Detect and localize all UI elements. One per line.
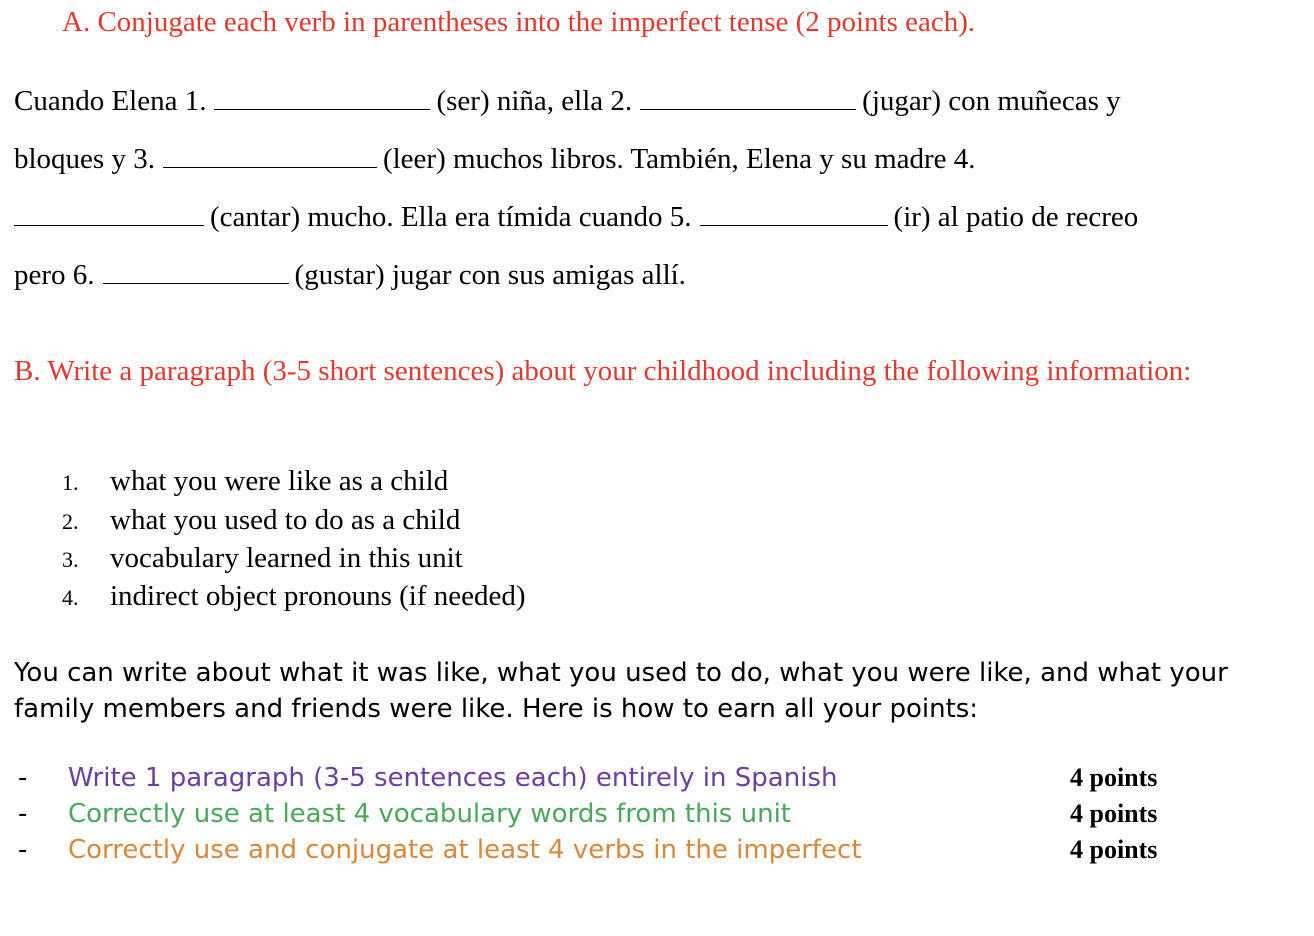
cloze-line-4	[14, 257, 686, 292]
answer-blank-2[interactable]	[640, 83, 856, 110]
list-item	[62, 504, 460, 537]
dash-bullet: -	[18, 835, 28, 865]
cloze-text: (cantar) mucho. Ella era tímida cuando 5.	[210, 201, 692, 233]
answer-blank-1[interactable]	[214, 83, 430, 110]
rubric-criterion: Correctly use at least 4 vocabulary words from this unit	[68, 799, 791, 829]
cloze-text: pero 6.	[14, 259, 95, 291]
cloze-text: Cuando Elena 1.	[14, 85, 207, 117]
cloze-line-1	[14, 83, 1121, 118]
cloze-line-2	[14, 141, 976, 176]
rubric-row-vocabulary	[18, 799, 791, 829]
answer-blank-4[interactable]	[14, 199, 204, 226]
list-number: 4.	[62, 585, 79, 610]
rubric-row-spanish-paragraph	[18, 763, 837, 793]
list-item	[62, 542, 463, 575]
rubric-points: 4 points	[1070, 763, 1158, 792]
list-number: 3.	[62, 547, 79, 572]
list-number: 2.	[62, 509, 79, 534]
rubric-points: 4 points	[1070, 835, 1158, 864]
cloze-text: (leer) muchos libros. También, Elena y su madre 4.	[382, 143, 976, 175]
answer-blank-3[interactable]	[163, 141, 377, 168]
answer-blank-5[interactable]	[700, 199, 888, 226]
cloze-text: (jugar) con muñecas y	[862, 85, 1121, 117]
instructions-paragraph: You can write about what it was like, what you used to do, what you were like, and what your family members and friends were like. Here is how to earn all your points:	[14, 658, 1228, 724]
section-b-heading: B. Write a paragraph (3-5 short sentences) about your childhood including the following information:	[14, 355, 1192, 387]
cloze-text: (gustar) jugar con sus amigas allí.	[294, 259, 686, 291]
list-item-text: what you were like as a child	[110, 465, 449, 497]
rubric-criterion: Correctly use and conjugate at least 4 verbs in the imperfect	[68, 835, 862, 865]
list-item	[62, 465, 448, 498]
cloze-line-3	[14, 199, 1138, 234]
answer-blank-6[interactable]	[103, 257, 289, 284]
dash-bullet: -	[18, 799, 28, 829]
cloze-text: bloques y 3.	[14, 143, 155, 175]
list-item-text: what you used to do as a child	[110, 504, 461, 536]
list-number: 1.	[62, 470, 79, 495]
list-item	[62, 580, 526, 613]
rubric-criterion: Write 1 paragraph (3-5 sentences each) entirely in Spanish	[68, 763, 838, 793]
cloze-text: (ser) niña, ella 2.	[436, 85, 633, 117]
list-item-text: vocabulary learned in this unit	[110, 542, 463, 574]
cloze-text: (ir) al patio de recreo	[893, 201, 1139, 233]
rubric-row-imperfect-verbs	[18, 835, 862, 865]
section-a-heading: A. Conjugate each verb in parentheses into the imperfect tense (2 points each).	[62, 6, 976, 38]
dash-bullet: -	[18, 763, 28, 793]
list-item-text: indirect object pronouns (if needed)	[110, 580, 526, 612]
rubric-points: 4 points	[1070, 799, 1158, 828]
